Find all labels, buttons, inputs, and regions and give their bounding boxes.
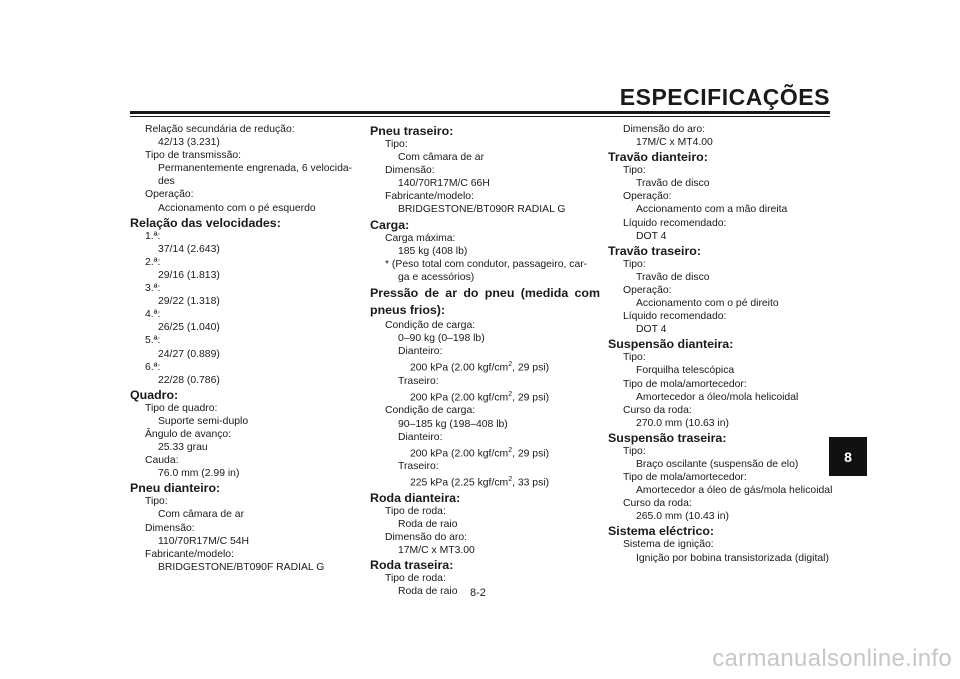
spec-value: Suporte semi-duplo — [158, 415, 249, 427]
spec-label: Tipo de quadro: — [145, 402, 218, 414]
spec-value: 17M/C x MT3.00 — [398, 545, 475, 557]
spec-value: DOT 4 — [636, 324, 667, 336]
spec-value: 110/70R17M/C 54H — [158, 535, 250, 547]
spec-label: 6.ª: — [145, 361, 161, 373]
section-heading: Travão traseiro: — [608, 243, 701, 258]
spec-value: 29/22 (1.318) — [158, 296, 220, 308]
spec-value: 140/70R17M/C 66H — [398, 178, 490, 190]
spec-value: 200 kPa (2.00 kgf/$cm^2$, 29 psi) — [410, 390, 550, 404]
spec-value: 76.0 mm (2.99 in) — [158, 468, 240, 480]
spec-value: DOT 4 — [636, 230, 667, 242]
page-number: 8-2 — [470, 587, 486, 599]
spec-value: 0–90 kg (0–198 lb) — [398, 333, 485, 345]
spec-label: Condição de carga: — [385, 405, 476, 417]
spec-label: Tipo: — [623, 258, 646, 270]
spec-label: Líquido recomendado: — [623, 217, 727, 229]
spec-value: Forquilha telescópica — [636, 365, 735, 377]
spec-value: 25.33 grau — [158, 442, 208, 454]
spec-label: 4.ª: — [145, 309, 161, 321]
spec-value: 37/14 (2.643) — [158, 243, 220, 255]
spec-value: Permanentemente engrenada, 6 velocida- — [158, 163, 353, 175]
spec-label: Carga máxima: — [385, 232, 456, 244]
spec-label: 1.ª: — [145, 230, 161, 242]
spec-label: Tipo de transmissão: — [145, 150, 242, 162]
spec-label: Ângulo de avanço: — [145, 428, 232, 440]
spec-value: Com câmara de ar — [158, 509, 245, 521]
spec-label: 2.ª: — [145, 256, 161, 268]
spec-label: Condição de carga: — [385, 319, 476, 331]
spec-value: Accionamento com o pé esquerdo — [158, 202, 316, 214]
spec-value: 265.0 mm (10.43 in) — [636, 511, 729, 523]
spec-label: Tipo de roda: — [385, 573, 446, 585]
spec-label: Tipo: — [385, 139, 408, 150]
spec-label: Tipo: — [145, 496, 168, 508]
section-heading: Sistema eléctrico: — [608, 524, 715, 539]
spec-value: 29/16 (1.813) — [158, 269, 220, 281]
spec-label: Tipo de roda: — [385, 505, 446, 517]
column-3 — [608, 123, 838, 565]
spec-value: Roda de raio — [398, 586, 458, 598]
spec-value: BRIDGESTONE/BT090F RADIAL G — [158, 561, 325, 573]
section-heading: Pneu traseiro: — [370, 124, 454, 138]
spec-label: Curso da roda: — [623, 498, 692, 510]
spec-label: Tipo: — [623, 352, 646, 364]
spec-label: Operação: — [623, 284, 672, 296]
spec-value: Travão de disco — [636, 178, 710, 190]
section-heading: Pressão de ar do pneu (medida com pneus frios): — [370, 285, 600, 317]
watermark: carmanualsonline.info — [712, 645, 952, 672]
spec-label: Líquido recomendado: — [623, 311, 727, 323]
spec-value: Amortecedor a óleo/mola helicoidal — [636, 391, 799, 403]
spec-label: Cauda: — [145, 455, 179, 467]
spec-label: Fabricante/modelo: — [385, 191, 474, 203]
section-heading: Roda traseira: — [370, 558, 454, 573]
column-1 — [130, 123, 360, 574]
spec-value: Braço oscilante (suspensão de elo) — [636, 458, 799, 470]
spec-value: 200 kPa (2.00 kgf/$cm^2$, 29 psi) — [410, 361, 550, 374]
spec-value: Com câmara de ar — [398, 152, 485, 164]
section-heading: Relação das velocidades: — [130, 215, 281, 230]
spec-value: 225 kPa (2.25 kgf/$cm^2$, 33 psi) — [410, 476, 550, 489]
spec-value: des — [158, 176, 175, 188]
spec-label: Dimensão do aro: — [623, 124, 706, 135]
spec-label: Dianteiro: — [398, 346, 443, 358]
spec-value: 270.0 mm (10.63 in) — [636, 417, 729, 429]
spec-value: 24/27 (0.889) — [158, 348, 220, 360]
spec-value: 17M/C x MT4.00 — [636, 137, 713, 149]
spec-value: Accionamento com o pé direito — [636, 298, 779, 310]
spec-label: Relação secundária de redução: — [145, 124, 295, 135]
section-tab: 8 — [829, 437, 867, 476]
spec-label: Dimensão do aro: — [385, 532, 468, 544]
spec-label: Tipo de mola/amortecedor: — [623, 472, 747, 484]
spec-value: 22/28 (0.786) — [158, 374, 220, 386]
spec-label: Traseiro: — [398, 375, 439, 387]
spec-label: Dianteiro: — [398, 431, 443, 443]
spec-label: Tipo: — [623, 445, 646, 457]
spec-label: 5.ª: — [145, 335, 161, 347]
footnote: * (Peso total com condutor, passageiro, car- — [385, 258, 588, 270]
section-heading: Travão dianteiro: — [608, 150, 708, 165]
spec-label: Fabricante/modelo: — [145, 548, 234, 560]
header-rule-thin — [130, 116, 830, 117]
section-heading: Suspensão dianteira: — [608, 337, 734, 352]
spec-value: 26/25 (1.040) — [158, 322, 220, 334]
page-title: ESPECIFICAÇÕES — [619, 84, 830, 110]
spec-label: Sistema de ignição: — [623, 539, 714, 551]
spec-value: Accionamento com a mão direita — [636, 204, 788, 216]
spec-label: Tipo: — [623, 165, 646, 177]
spec-value: Amortecedor a óleo de gás/mola helicoidal — [636, 485, 833, 497]
spec-label: Traseiro: — [398, 461, 439, 473]
spec-value: Travão de disco — [636, 271, 710, 283]
spec-label: 3.ª: — [145, 283, 161, 295]
section-heading: Suspensão traseira: — [608, 430, 727, 445]
header-rule-thick — [130, 111, 830, 114]
section-heading: Quadro: — [130, 387, 179, 402]
spec-value: BRIDGESTONE/BT090R RADIAL G — [398, 204, 566, 216]
section-heading: Carga: — [370, 217, 410, 232]
spec-value: Roda de raio — [398, 519, 458, 531]
spec-value: 200 kPa (2.00 kgf/$cm^2$, 29 psi) — [410, 446, 550, 460]
spec-label: Operação: — [623, 191, 672, 203]
spec-label: Operação: — [145, 189, 194, 201]
spec-value: 90–185 kg (198–408 lb) — [398, 418, 508, 430]
spec-label: Tipo de mola/amortecedor: — [623, 378, 747, 390]
footnote: ga e acessórios) — [398, 271, 475, 283]
spec-value: Ignição por bobina transistorizada (digital) — [636, 552, 829, 564]
spec-label: Dimensão: — [145, 522, 195, 534]
section-heading: Roda dianteira: — [370, 490, 461, 505]
spec-label: Dimensão: — [385, 165, 435, 177]
column-2 — [370, 123, 600, 599]
spec-label: Curso da roda: — [623, 404, 692, 416]
section-heading: Pneu dianteiro: — [130, 481, 221, 496]
spec-value: 185 kg (408 lb) — [398, 245, 468, 257]
spec-value: 42/13 (3.231) — [158, 137, 220, 149]
